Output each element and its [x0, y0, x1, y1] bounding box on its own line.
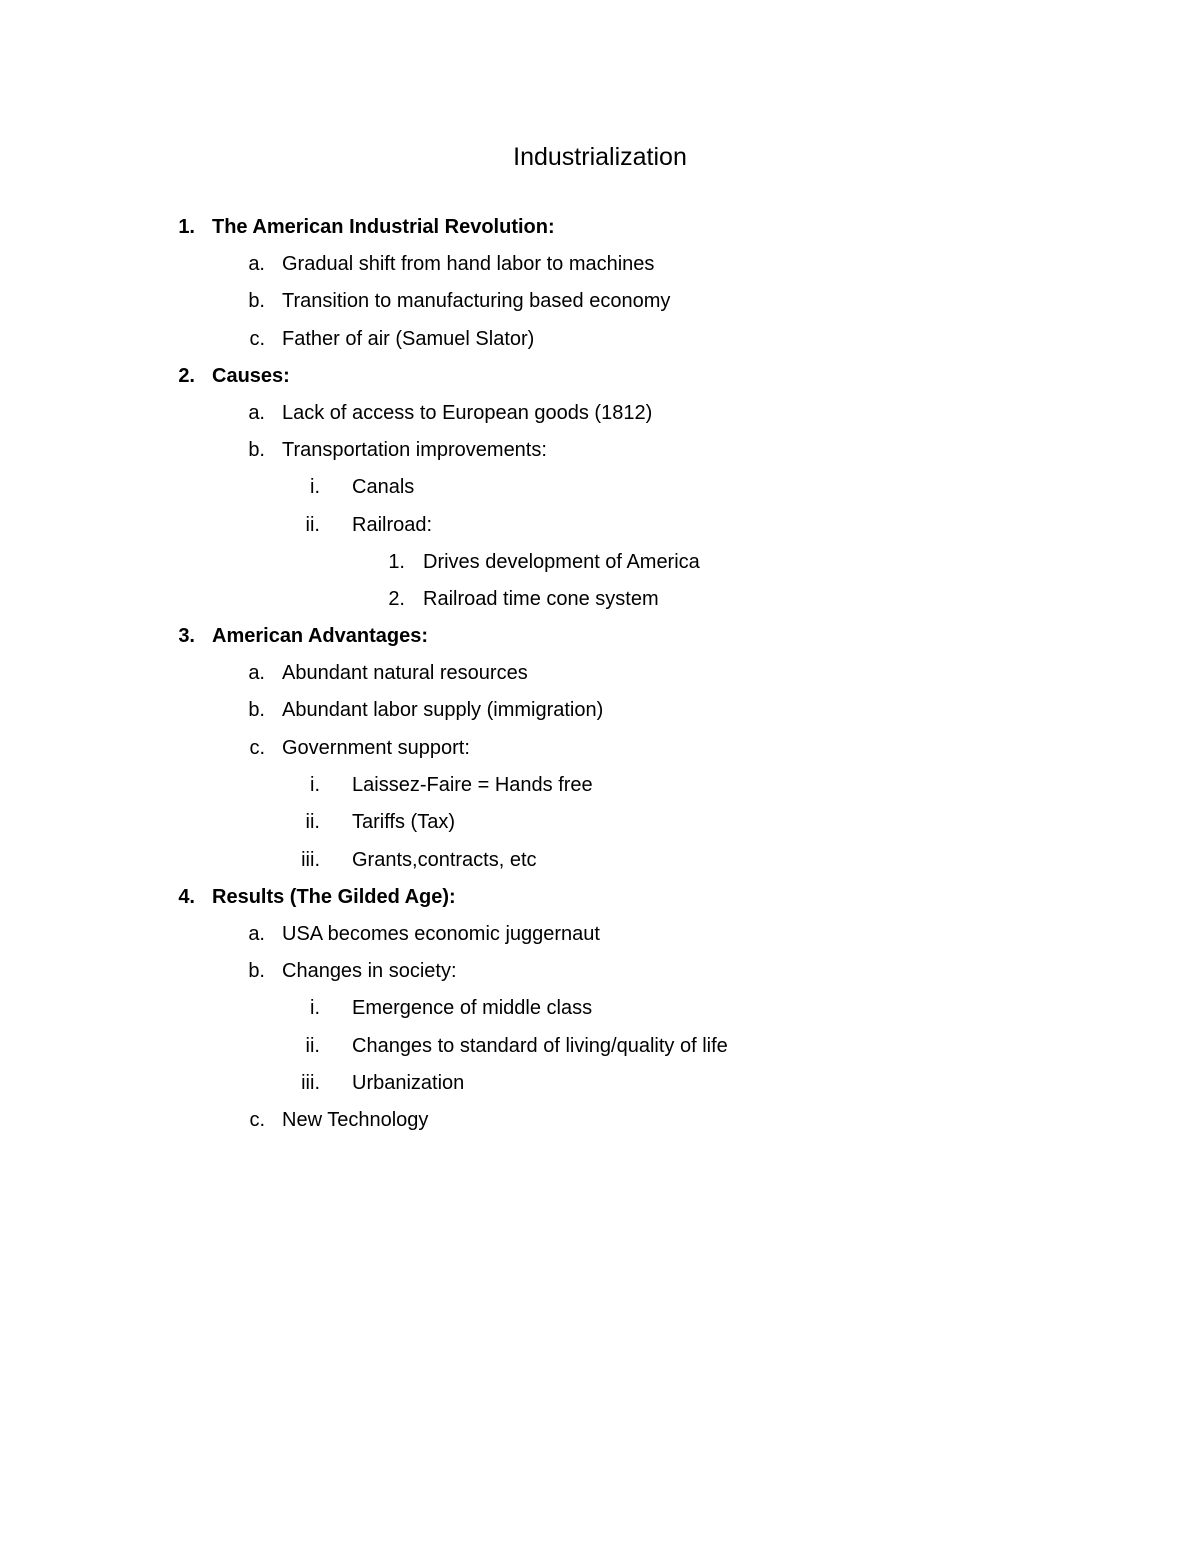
list-item-text: Transition to manufacturing based economy [282, 290, 671, 312]
list-marker: b. [248, 699, 265, 721]
list-marker: c. [249, 328, 265, 350]
list-item-text: Lack of access to European goods (1812) [282, 402, 653, 424]
list-marker: b. [248, 290, 265, 312]
list-subsubitem-text: Railroad time cone system [423, 588, 659, 610]
list-marker: c. [249, 737, 265, 759]
list-item-text: New Technology [282, 1109, 429, 1131]
list-subitem-text: Grants,contracts, etc [352, 849, 537, 871]
list-marker: 3. [178, 625, 195, 647]
list-item-text: Father of air (Samuel Slator) [282, 328, 535, 350]
list-item-text: Abundant labor supply (immigration) [282, 699, 604, 721]
list-marker: 1. [178, 216, 195, 238]
list-marker: c. [249, 1109, 265, 1131]
list-marker: ii. [305, 811, 320, 833]
list-marker: a. [248, 923, 265, 945]
list-subsubitem-text: Drives development of America [423, 551, 700, 573]
list-subitem-text: Railroad: [352, 514, 433, 536]
list-item-text: USA becomes economic juggernaut [282, 923, 600, 945]
list-marker: ii. [305, 514, 320, 536]
list-marker: iii. [301, 1072, 320, 1094]
list-marker: i. [310, 476, 320, 498]
list-marker: 4. [178, 886, 195, 908]
list-marker: 1. [388, 551, 405, 573]
section-heading-text: The American Industrial Revolution: [212, 216, 555, 238]
list-item-text: Changes in society: [282, 960, 457, 982]
list-marker: iii. [301, 849, 320, 871]
list-marker: i. [310, 774, 320, 796]
section-heading-text: Causes: [212, 365, 290, 387]
list-subitem-text: Urbanization [352, 1072, 465, 1094]
document-title: Industrialization [513, 143, 687, 171]
list-subitem-text: Changes to standard of living/quality of life [352, 1035, 728, 1057]
list-subitem-text: Laissez-Faire = Hands free [352, 774, 593, 796]
list-marker: a. [248, 253, 265, 275]
list-marker: ii. [305, 1035, 320, 1057]
list-item-text: Transportation improvements: [282, 439, 547, 461]
section-heading-text: Results (The Gilded Age): [212, 886, 456, 908]
list-marker: 2. [178, 365, 195, 387]
list-marker: 2. [388, 588, 405, 610]
list-marker: a. [248, 662, 265, 684]
list-marker: i. [310, 997, 320, 1019]
list-item-text: Gradual shift from hand labor to machines [282, 253, 655, 275]
section-heading-text: American Advantages: [212, 625, 428, 647]
list-subitem-text: Canals [352, 476, 415, 498]
list-subitem-text: Emergence of middle class [352, 997, 593, 1019]
list-item-text: Government support: [282, 737, 470, 759]
list-marker: b. [248, 960, 265, 982]
list-marker: a. [248, 402, 265, 424]
list-subitem-text: Tariffs (Tax) [352, 811, 455, 833]
list-marker: b. [248, 439, 265, 461]
list-item-text: Abundant natural resources [282, 662, 528, 684]
